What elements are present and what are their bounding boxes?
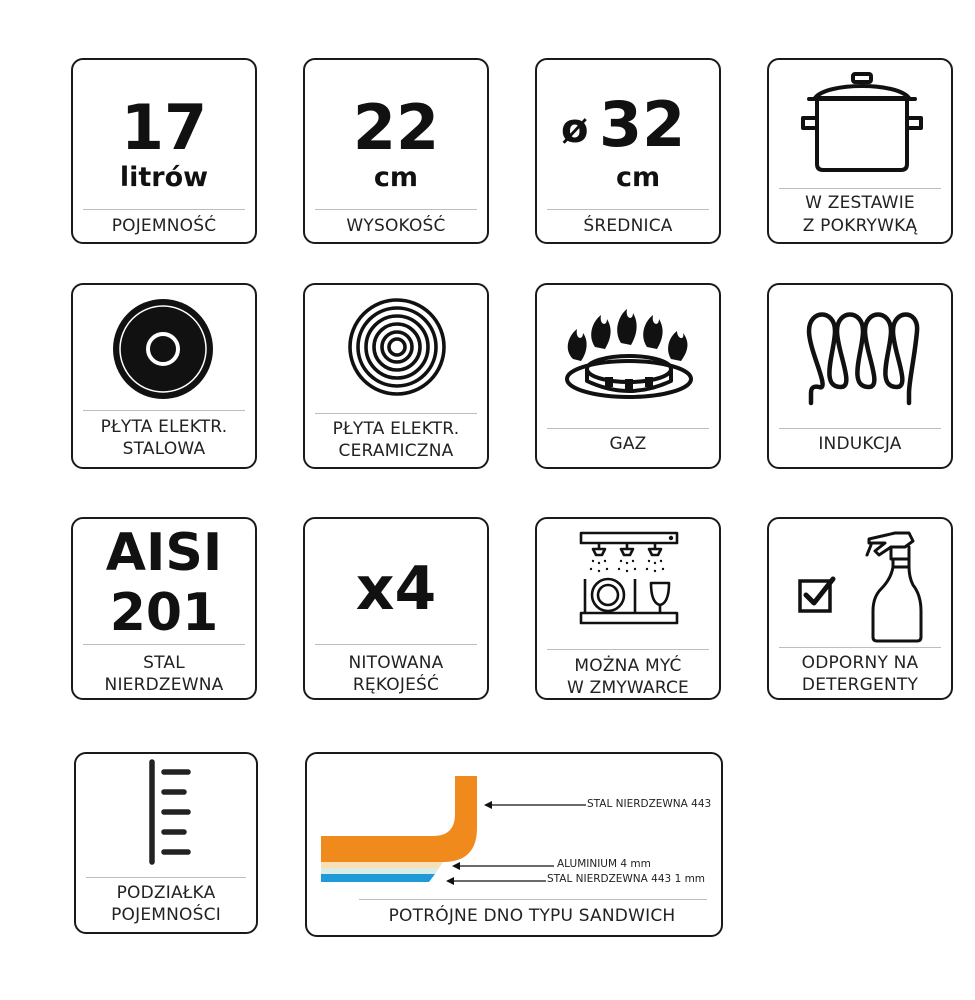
divider: [779, 188, 941, 189]
detergent-card: [767, 517, 953, 700]
diameter-label: ŚREDNICA: [583, 216, 673, 236]
steel-label-line1: STAL: [143, 653, 185, 673]
steel-label-line2: NIERDZEWNA: [104, 675, 224, 695]
lid-label-line1: W ZESTAWIE: [805, 193, 915, 213]
dishwasher-icon: [575, 529, 685, 633]
measuring-scale-icon: [146, 758, 196, 866]
layer-mid-label: ALUMINIUM 4 mm: [557, 858, 651, 870]
divider: [315, 644, 477, 645]
divider: [779, 647, 941, 648]
divider: [315, 413, 477, 414]
capacity-unit: litrów: [119, 162, 209, 193]
gas-burner-icon: [559, 305, 699, 405]
sandwich-bottom-card: [305, 752, 723, 937]
steel-grade-line1: AISI: [105, 523, 223, 583]
ceramic-hob-card: [303, 283, 489, 469]
dishwasher-card: [535, 517, 721, 700]
spray-bottle-icon: [865, 527, 927, 643]
sandwich-label: POTRÓJNE DNO TYPU SANDWICH: [388, 906, 676, 926]
divider: [547, 649, 709, 650]
capacity-value: 17: [120, 91, 208, 164]
steel-grade-card: [71, 517, 257, 700]
electric-ceramic-plate-icon: [347, 297, 447, 397]
height-unit: cm: [373, 162, 419, 193]
lid-label-line2: Z POKRYWKĄ: [802, 216, 918, 236]
arrow-left-icon: [452, 861, 554, 871]
rivet-count: x4: [355, 554, 437, 624]
height-label: WYSOKOŚĆ: [346, 216, 446, 236]
checkbox-checked-icon: [797, 575, 837, 615]
induction-coil-icon: [801, 301, 921, 409]
divider: [315, 209, 477, 210]
ceramic-hob-label-line2: CERAMICZNA: [338, 441, 454, 461]
steel-hob-label-line1: PŁYTA ELEKTR.: [100, 417, 228, 437]
scale-label-line1: PODZIAŁKA: [116, 883, 216, 903]
capacity-card: [71, 58, 257, 244]
gas-card: [535, 283, 721, 469]
induction-card: [767, 283, 953, 469]
riveted-handle-card: [303, 517, 489, 700]
layer-bottom-label: STAL NIERDZEWNA 443 1 mm: [547, 873, 706, 885]
steel-hob-label-line2: STALOWA: [122, 439, 206, 459]
capacity-label: POJEMNOŚĆ: [111, 216, 217, 236]
divider: [359, 899, 707, 900]
electric-steel-plate-icon: [111, 297, 215, 401]
lid-card: [767, 58, 953, 244]
scale-label-line2: POJEMNOŚCI: [111, 905, 221, 925]
height-value: 22: [352, 91, 440, 164]
steel-grade-line2: 201: [109, 583, 219, 643]
arrow-left-icon: [484, 800, 586, 810]
steel-hob-card: [71, 283, 257, 469]
divider: [83, 209, 245, 210]
dishwasher-label-line1: MOŻNA MYĆ: [574, 656, 682, 676]
diameter-unit: cm: [616, 162, 661, 193]
riveted-label-line2: RĘKOJEŚĆ: [352, 675, 440, 695]
height-card: [303, 58, 489, 244]
divider: [83, 410, 245, 411]
layer-top-label: STAL NIERDZEWNA 443: [587, 798, 712, 810]
detergent-label-line1: ODPORNY NA: [801, 653, 919, 673]
induction-label: INDUKCJA: [818, 434, 902, 454]
divider: [83, 644, 245, 645]
divider: [547, 428, 709, 429]
diameter-symbol: ø: [561, 106, 589, 152]
measuring-scale-card: [74, 752, 258, 934]
arrow-left-icon: [446, 876, 546, 886]
dishwasher-label-line2: W ZMYWARCE: [567, 678, 689, 698]
divider: [779, 428, 941, 429]
ceramic-hob-label-line1: PŁYTA ELEKTR.: [332, 419, 460, 439]
divider: [86, 877, 246, 878]
diameter-value: 32: [599, 88, 686, 161]
pot-with-lid-icon: [797, 68, 927, 174]
diameter-card: [535, 58, 721, 244]
riveted-label-line1: NITOWANA: [348, 653, 444, 673]
detergent-label-line2: DETERGENTY: [801, 675, 919, 695]
gas-label: GAZ: [609, 434, 647, 454]
divider: [547, 209, 709, 210]
